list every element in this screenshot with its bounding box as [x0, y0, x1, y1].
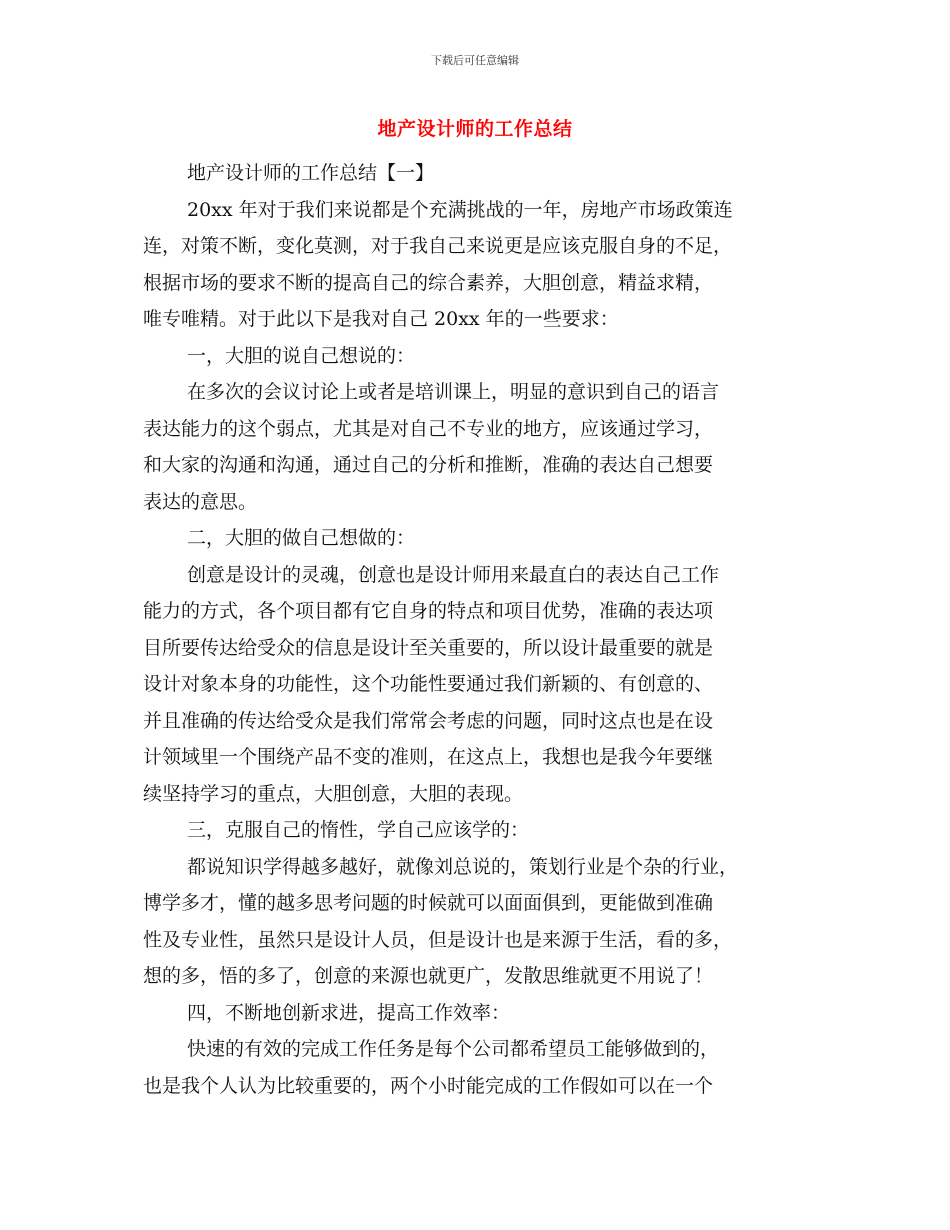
text-line: 设计对象本身的功能性，这个功能性要通过我们新颖的、有创意的、: [143, 673, 714, 695]
text-line: 博学多才，懂的越多思考问题的时候就可以面面俱到，更能做到准确: [143, 892, 714, 914]
text-line: 三，克服自己的惰性，学自己应该学的：: [187, 819, 530, 841]
text-line: 能力的方式，各个项目都有它自身的特点和项目优势，准确的表达项: [143, 600, 714, 622]
header-note: 下载后可任意编辑: [431, 54, 519, 67]
text-line: 和大家的沟通和沟通，通过自己的分析和推断，准确的表达自己想要: [143, 454, 714, 476]
text-line: 四，不断地创新求进，提高工作效率：: [187, 1001, 511, 1024]
text-line: 表达能力的这个弱点，尤其是对自己不专业的地方，应该通过学习，: [143, 417, 714, 440]
document-title: 地产设计师的工作总结: [377, 118, 573, 140]
text-line: 并且准确的传达给受众是我们常常会考虑的问题，同时这点也是在设: [143, 709, 714, 732]
text-line: 目所要传达给受众的信息是设计至关重要的，所以设计最重要的就是: [143, 636, 714, 659]
text-line: 地产设计师的工作总结【一】: [187, 162, 435, 184]
document-body: [143, 155, 805, 1104]
text-line: 一，大胆的说自己想说的：: [187, 344, 416, 367]
text-line: 唯专唯精。对于此以下是我对自己 20xx 年的一些要求：: [143, 308, 619, 330]
text-line: 想的多，悟的多了，创意的来源也就更广，发散思维就更不用说了！: [143, 965, 714, 987]
text-line: 在多次的会议讨论上或者是培训课上，明显的意识到自己的语言: [187, 381, 720, 403]
text-line: 也是我个人认为比较重要的，两个小时能完成的工作假如可以在一个: [143, 1074, 714, 1097]
text-line: 性及专业性，虽然只是设计人员，但是设计也是来源于生活，看的多，: [143, 928, 733, 951]
text-line: 20xx 年对于我们来说都是个充满挑战的一年，房地产市场政策连: [187, 198, 733, 221]
text-line: 表达的意思。: [143, 490, 258, 513]
text-line: 根据市场的要求不断的提高自己的综合素养，大胆创意，精益求精，: [143, 271, 714, 294]
text-line: 快速的有效的完成工作任务是每个公司都希望员工能够做到的，: [187, 1038, 720, 1060]
text-line: 都说知识学得越多越好，就像刘总说的，策划行业是个杂的行业，: [187, 855, 739, 878]
text-line: 连，对策不断，变化莫测，对于我自己来说更是应该克服自身的不足，: [143, 235, 733, 257]
text-line: 续坚持学习的重点，大胆创意，大胆的表现。: [143, 782, 524, 805]
text-line: 创意是设计的灵魂，创意也是设计师用来最直白的表达自己工作: [187, 563, 720, 586]
text-line: 二，大胆的做自己想做的：: [187, 527, 416, 549]
text-line: 计领域里一个围绕产品不变的准则，在这点上，我想也是我今年要继: [143, 746, 714, 768]
